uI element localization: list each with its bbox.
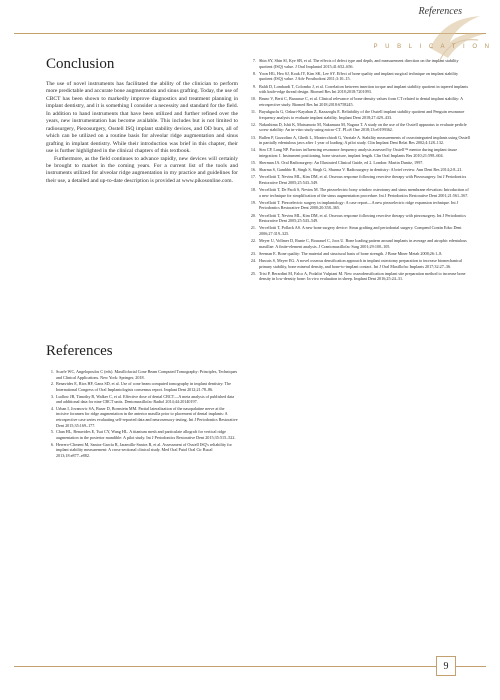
reference-text: Sim CP, Lang NP. Factors influencing resonance frequency analysis assessed by Osstell™ mentor during implant tissue integration: I. Instrument positioning, bone structure, implant length. Clin Oral Implants Res 2010;21:598–604. (259, 147, 458, 158)
reference-number: 7. (252, 58, 256, 63)
reference-text: Yoon HG, Heo SJ, Koak JY, Kim SK, Lee SY. Effect of bone quality and implant surgical technique on implant stability quotient (ISQ) value. J Adv Prosthodont 2011;3:10–15. (259, 70, 459, 82)
reference-text: Shin SY, Shin SI, Kye SB, et al. The effects of defect type and depth, and measurement direction on the implant stability quotient (ISQ) value. J Oral Implantol 2015;41:652–656. (259, 58, 459, 69)
reference-number: 24. (250, 257, 256, 263)
reference-item (46, 394, 238, 405)
reference-text: Herrero-Climent M, Santos-García R, Jaramillo-Santos R, et al. Assessment of Osstell ISQ's reliability for implant stability measurement: A cross-sectional clinical study. Med Oral Patol Oral Cir Bucal 2013;18:e877–e882. (56, 441, 232, 458)
reference-number: 22. (250, 238, 256, 243)
reference-item (248, 258, 470, 269)
conclusion-body (46, 81, 238, 185)
reference-text: Nakashima D, Ishii K, Matsumoto M, Nakamura M, Nagura T. A study on the use of the Osstell apparatus to evaluate pedicle screw stability: An in-vitro study using micro-CT. PLoS One 2018;13:e0199362. (259, 121, 467, 133)
reference-number: 10. (250, 96, 256, 102)
header-rule (14, 33, 486, 34)
conclusion-paragraph: The use of novel instruments has facilitated the ability of the clinician to perform more predictable and accurate bone augmentation and sinus grafting. Today, the use of CBCT has been shown to markedly improve diagnostics and treatment planning in implant dentistry, and it is something I consider a necessity and standard for the field. In addition to hand instruments that have been utilized and further refined over the years, new instrumentation has become available. This includes but is not limited to radiosurgery, Piezosurgery, Osstell ISQ implant stability devices, and OD burs, all of which can be utilized on a routine basis for alveolar ridge augmentation and sinus grafting in implant dentistry. While their introduction was brief in this chapter, their use is further highlighted in the clinical chapters of this textbook. (46, 81, 238, 155)
reference-number: 21. (250, 225, 256, 231)
reference-number: 11. (250, 109, 256, 114)
reference-number: 19. (250, 199, 256, 205)
reference-item (248, 109, 470, 120)
reference-text: Meyer U, Vollmer D, Runte C, Bourauel C, Joos U. Bone loading pattern around implants in average and atrophic edentulous maxillae: A finite-element analysis. J Craniomaxillofac Surg 2001;29:100–105. (259, 238, 467, 249)
reference-text: Vercellotti T, Nevins ML, Kim DM, et al. Osseous response following resective therapy with Piezosurgery. Int J Periodontics Restorative Dent 2005;25:543–549. (259, 174, 467, 185)
reference-item (46, 429, 238, 440)
reference-list-left (46, 369, 238, 459)
reference-number: 23. (250, 250, 256, 256)
reference-number: 9. (252, 83, 256, 89)
reference-text: Sherman JA. Oral Radiosurgery: An Illustrated Clinical Guide, ed 2. London: Martin Dunitz, 1997. (259, 160, 424, 165)
page-number: 9 (436, 656, 456, 676)
reference-item (46, 381, 238, 392)
reference-item (248, 58, 470, 69)
reference-number: 3. (50, 393, 54, 399)
reference-number: 15. (250, 160, 256, 165)
reference-number: 12. (250, 121, 256, 127)
reference-number: 13. (250, 134, 256, 140)
reference-item (248, 238, 470, 249)
right-column (248, 58, 470, 283)
reference-item (46, 406, 238, 428)
reference-text: Seeman E. Bone quality: The material and structural basis of bone strength. J Bone Miner Metab 2008;26:1–8. (259, 250, 443, 256)
reference-list-right (248, 58, 470, 282)
reference-text: Vercellotti T, Nevins ML, Kim DM, et al. Osseous response following resective therapy with piezosurgery. Int J Periodontics Restorative Dent 2005;25:543–549. (259, 212, 466, 224)
reference-item (248, 187, 470, 198)
reference-number: 14. (250, 147, 256, 153)
reference-item (248, 84, 470, 95)
conclusion-paragraph: Furthermore, as the field continues to advance rapidly, new devices will certainly be brought to market in the coming years. For a current list of the tools and instruments utilized for alveolar ridge augmentation in my practice and guidelines for their use, a detailed and up-to-date description is provided at www.pikosonline.com. (46, 155, 238, 184)
reference-text: Sharma S, Gambhir R, Singh S, Singh G, Sharma V. Radiosurgery in dentistry: A brief review. Ann Dent Res 2014;2:8–21. (259, 167, 463, 173)
reference-item (248, 71, 470, 82)
reference-item (248, 251, 470, 257)
footer-rule (14, 666, 486, 667)
reference-item (248, 147, 470, 158)
reference-number: 16. (250, 167, 256, 173)
reference-number: 4. (50, 405, 54, 411)
reference-text: Bruno V, Berti C, Barausse C, et al. Clinical relevance of bone density values from CT related to dental implant stability: A retrospective study. Biomed Res Int 2018;2018:6758245. (259, 96, 463, 107)
reference-item (46, 369, 238, 380)
reference-text: Bullen P, Gozzolino A, Gheili L, Montecchiodi G, Varriale A. Stability measurements of osseointegrated implants using Osstell in partially edentulous jaws after 1 year of loading: A pilot study. Clin Implant Dent Relat Res 2002;4:128–132. (259, 134, 470, 146)
running-header (0, 0, 500, 50)
section-label: References (418, 6, 462, 17)
reference-number: 2. (50, 381, 54, 387)
reference-text: Vercellotti T. Piezoelectric surgery in implantology: A case report—A new piezoelectric ridge expansion technique. Int J Periodontics Restorative Dent 2000;20:358–365. (259, 199, 459, 211)
reference-text: Baldi D, Lombardi T, Colombo J, et al. Correlation between insertion torque and implant stability quotient in tapered implants with knife-edge thread design. Biomed Res Int 2018;2018:7201093. (259, 83, 469, 95)
reference-number: 1. (50, 369, 54, 374)
reference-item (248, 271, 470, 282)
reference-number: 17. (250, 174, 256, 180)
reference-text: Urban I, Jovanovic SA, Buser D, Bornstein MM. Partial lateralization of the nasopalatine nerve at the incisive foramen for ridge augmentation in the anterior maxilla prior to placement of dental implants: A retrospective case series evaluating self-reported data and neurosensory testing. Int J Periodontics Restorative Dent 2015;35:169–177. (56, 405, 238, 428)
reference-number: 20. (250, 212, 256, 218)
reference-text: Buyukguclu G, Ozkurt-Kayahan Z, Kazazoglu E. Reliability of the Osstell implant stability quotient and Penguin resonance frequency analysis to evaluate implant stability. Implant Dent 2018;27:429–433. (259, 109, 465, 120)
reference-item (248, 167, 470, 173)
reference-text: Vercellotti T, De Paoli S, Nevins M. The piezoelectric bony window osteotomy and sinus membrane elevation: Introduction of a new technique for simplification of the sinus augmentation procedure. Int J Periodontics Restorative Dent 2001;21:561–567. (259, 187, 469, 198)
reference-number: 18. (250, 187, 256, 192)
reference-item (248, 174, 470, 185)
reference-number: 5. (50, 429, 54, 435)
reference-item (248, 122, 470, 133)
reference-item (248, 213, 470, 224)
reference-text: Scarfe WC, Angelopoulos C (eds). Maxillofacial Cone Beam Computed Tomography: Principles, Techniques and Clinical Applications. New York: Springer, 2018. (56, 369, 238, 380)
reference-text: Chan HL, Benavides E, Tsai CY, Wang HL. A titanium mesh and particulate allograft for vertical ridge augmentation in the posterior mandible: A pilot study. Int J Periodontics Restorative Dent 2015;35:515–522. (56, 429, 236, 440)
reference-text: Ludlow JB, Timothy R, Walker C, et al. Effective dose of dental CBCT—A meta analysis of published data and additional data for nine CBCT units. Dentomaxillofac Radiol 2014;44:20140197. (56, 393, 235, 405)
reference-item (46, 442, 238, 459)
publisher-watermark: P U B L I C A T I O N (373, 44, 492, 50)
reference-number: 8. (252, 70, 256, 76)
reference-item (248, 135, 470, 146)
reference-number: 6. (50, 441, 54, 447)
reference-number: 25. (250, 270, 256, 276)
reference-text: Huwais S, Meyer EG. A novel osseous densification approach in implant osteotomy preparation to increase biomechanical primary stability, bone mineral density, and bone-to-implant contact. Int J Oral Maxillofac Implants 2017;32:27–36. (259, 257, 462, 269)
reference-item (248, 225, 470, 236)
reference-text: Benavides E, Rios HF, Ganz SD, et al. Use of cone beam computed tomography in implant dentistry: The International Congress of Oral Implantologists consensus report. Implant Dent 2012;21:78–86. (56, 381, 231, 392)
reference-text: Vercellotti T, Pollack AS. A new bone surgery device: Sinus grafting and periodontal surgery. Compend Contin Educ Dent 2006;27:319–325. (259, 225, 462, 236)
reference-item (248, 96, 470, 107)
reference-item (248, 200, 470, 211)
reference-text: Trisi P, Berardini M, Falco A, Podaliri Vulpiani M. New osseodensification implant site preparation method to increase bone density in low-density bone: In vivo evaluation in sheep. Implant Dent 2016;25:24–31. (259, 270, 466, 282)
reference-item (248, 160, 470, 166)
conclusion-heading: Conclusion (46, 56, 115, 72)
references-heading: References (46, 343, 113, 359)
